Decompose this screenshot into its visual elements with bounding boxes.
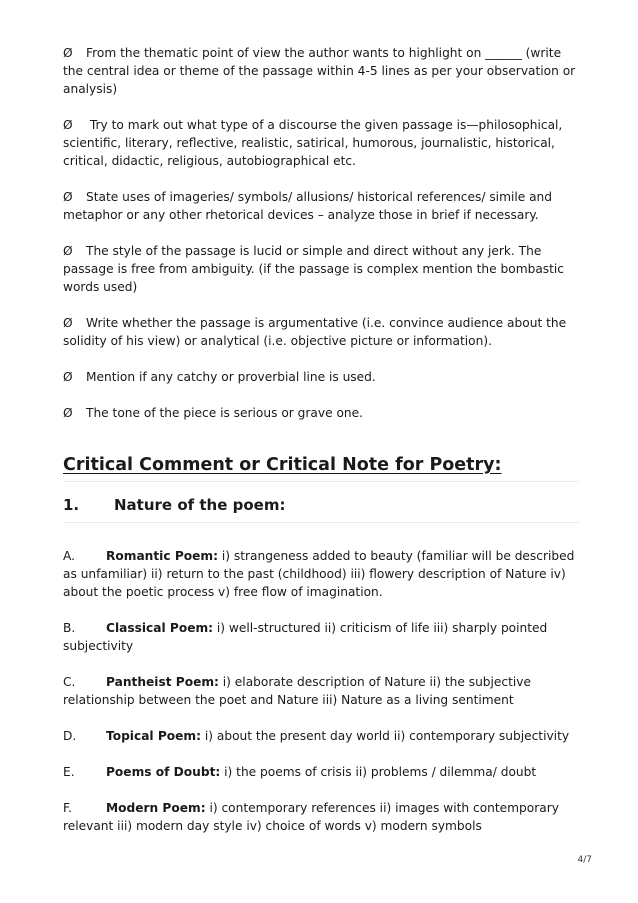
poem-type-description: i) well-structured ii) criticism of life iii) sharply pointed subjectivity	[63, 621, 548, 653]
bullet-mark: Ø	[63, 316, 73, 330]
subsection-number: 1.	[63, 496, 80, 514]
bullet-item	[63, 404, 579, 422]
analysis-bullet-list	[63, 44, 579, 422]
poem-type-letter: E.	[63, 765, 75, 779]
subsection-heading	[63, 495, 579, 523]
poem-type-description: i) strangeness added to beauty (familiar will be described as unfamiliar) ii) return to the past (childhood) iii) flowery description of Nature iv) about the poetic process v) free flow of imagination.	[63, 549, 575, 599]
bullet-mark: Ø	[63, 370, 73, 384]
poem-type-letter: A.	[63, 549, 75, 563]
poem-type-label: Pantheist Poem:	[106, 675, 219, 689]
bullet-item	[63, 368, 579, 386]
bullet-text: The style of the passage is lucid or simple and direct without any jerk. The passage is free from ambiguity. (if the passage is complex mention the bombastic words used)	[63, 244, 565, 294]
bullet-text: Write whether the passage is argumentative (i.e. convince audience about the solidity of his view) or analytical (i.e. objective picture or information).	[63, 316, 567, 348]
poem-type-item	[63, 619, 579, 655]
poem-type-item	[63, 727, 579, 745]
poem-type-item	[63, 673, 579, 709]
bullet-mark: Ø	[63, 406, 73, 420]
bullet-text: Try to mark out what type of a discourse the given passage is—philosophical, scientific, literary, reflective, realistic, satirical, humorous, journalistic, historical, critical, didactic, religious, autobiographical etc.	[63, 118, 563, 168]
bullet-item	[63, 44, 579, 98]
bullet-text: The tone of the piece is serious or grave one.	[86, 406, 364, 420]
bullet-item	[63, 314, 579, 350]
poem-type-description: i) contemporary references ii) images with contemporary relevant iii) modern day style iv) choice of words v) modern symbols	[63, 801, 559, 833]
poem-type-letter: F.	[63, 801, 72, 815]
page-content	[63, 44, 579, 835]
poem-type-description: i) the poems of crisis ii) problems / dilemma/ doubt	[220, 765, 537, 779]
poem-type-label: Classical Poem:	[106, 621, 214, 635]
bullet-text: State uses of imageries/ symbols/ allusions/ historical references/ simile and metaphor or any other rhetorical devices – analyze those in brief if necessary.	[63, 190, 553, 222]
poem-type-description: i) about the present day world ii) contemporary subjectivity	[200, 729, 570, 743]
poem-type-description: i) elaborate description of Nature ii) the subjective relationship between the poet and Nature iii) Nature as a living sentiment	[63, 675, 531, 707]
poem-type-letter: B.	[63, 621, 76, 635]
page-number: 4/7	[577, 855, 592, 865]
bullet-mark: Ø	[63, 46, 73, 60]
poem-type-label: Modern Poem:	[106, 801, 206, 815]
bullet-text: Mention if any catchy or proverbial line is used.	[86, 370, 376, 384]
poem-type-label: Romantic Poem:	[106, 549, 218, 563]
bullet-mark: Ø	[63, 118, 73, 132]
bullet-text: From the thematic point of view the author wants to highlight on ______ (write the central idea or theme of the passage within 4-5 lines as per your observation or analysis)	[63, 46, 576, 96]
poem-type-item	[63, 799, 579, 835]
section-heading: Critical Comment or Critical Note for Poetry:	[63, 454, 579, 482]
poem-type-item	[63, 547, 579, 601]
poem-types-list	[63, 547, 579, 835]
bullet-mark: Ø	[63, 244, 73, 258]
poem-type-letter: C.	[63, 675, 76, 689]
bullet-item	[63, 116, 579, 170]
subsection-title: Nature of the poem:	[114, 496, 286, 514]
bullet-item	[63, 188, 579, 224]
poem-type-item	[63, 763, 579, 781]
poem-type-letter: D.	[63, 729, 77, 743]
bullet-item	[63, 242, 579, 296]
bullet-mark: Ø	[63, 190, 73, 204]
poem-type-label: Topical Poem:	[106, 729, 201, 743]
poem-type-label: Poems of Doubt:	[106, 765, 221, 779]
